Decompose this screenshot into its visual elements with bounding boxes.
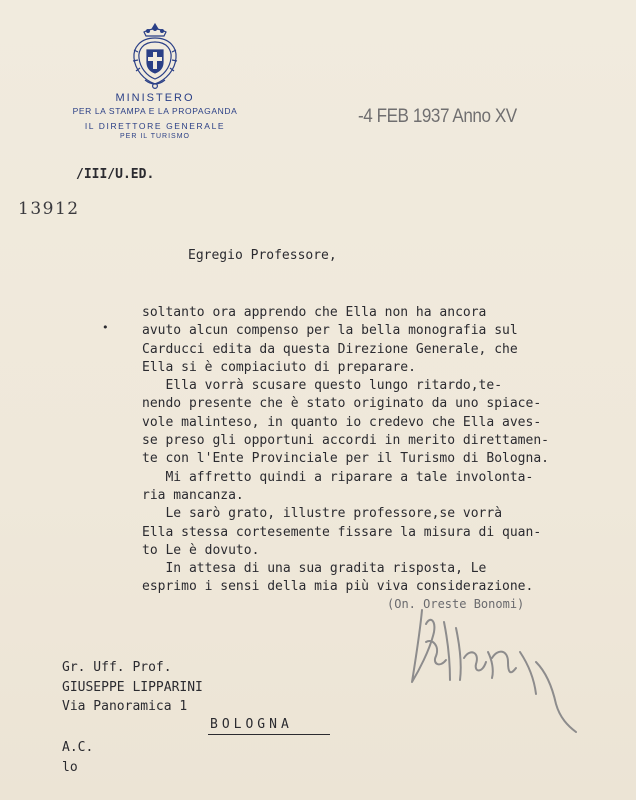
body-line: Ella stessa cortesemente fissare la misura di quan- [142, 524, 542, 540]
body-line: avuto alcun compenso per la bella monografia sul [142, 323, 518, 339]
body-line: Mi affretto quindi a riparare a tale involonta- [142, 469, 534, 485]
body-line: In attesa di una sua gradita risposta, Le [142, 561, 487, 577]
margin-dot-icon: • [102, 321, 109, 334]
date-stamp: -4 FEB 1937 Anno XV [358, 106, 517, 127]
body-line: se preso gli opportuni accordi in merito direttamen- [142, 433, 549, 449]
addressee-title: Gr. Uff. Prof. [62, 660, 172, 675]
footer-initials: lo [62, 760, 78, 775]
ministry-subtitle: PER LA STAMPA E LA PROPAGANDA [72, 106, 238, 116]
ministry-name: MINISTERO [115, 92, 195, 104]
body-line: nendo presente che è stato originato da uno spiace- [142, 396, 542, 412]
body-line: to Le è dovuto. [142, 542, 260, 558]
signer-name: (On. Oreste Bonomi) [387, 597, 525, 611]
footer-notes [62, 738, 93, 778]
royal-crest-icon [130, 22, 180, 90]
body-line: vole malinteso, in quanto io credevo che Ella aves- [142, 414, 542, 430]
salutation: Egregio Professore, [188, 248, 337, 263]
addressee-city: BOLOGNA [210, 717, 293, 732]
addressee-name: GIUSEPPE LIPPARINI [62, 679, 203, 695]
office-subtitle: PER IL TURISMO [119, 133, 190, 140]
protocol-reference: /III/U.ED. [76, 167, 155, 182]
body-line: soltanto ora apprendo che Ella non ha ancora [142, 305, 487, 320]
body-line: Ella vorrà scusare questo lungo ritardo,te- [142, 378, 503, 394]
handwritten-signature [400, 602, 590, 742]
addressee-block [62, 658, 203, 717]
body-line: esprimo i sensi della mia più viva considerazione. [142, 579, 534, 595]
body-line: Ella si è compiaciuto di preparare. [142, 359, 416, 375]
body-line: Carducci edita da questa Direzione Generale, che [142, 341, 518, 357]
letter-body [142, 304, 632, 597]
body-line: Le sarò grato, illustre professore,se vorrà [142, 506, 503, 522]
footer-ac: A.C. [62, 740, 94, 755]
letterhead [70, 22, 240, 140]
body-line: ria mancanza. [142, 487, 244, 503]
office-title: IL DIRETTORE GENERALE [84, 121, 226, 131]
city-underline [208, 734, 330, 735]
registration-number: 13912 [18, 199, 80, 219]
addressee-street: Via Panoramica 1 [62, 699, 188, 714]
body-line: te con l'Ente Provinciale per il Turismo di Bologna. [142, 451, 549, 467]
